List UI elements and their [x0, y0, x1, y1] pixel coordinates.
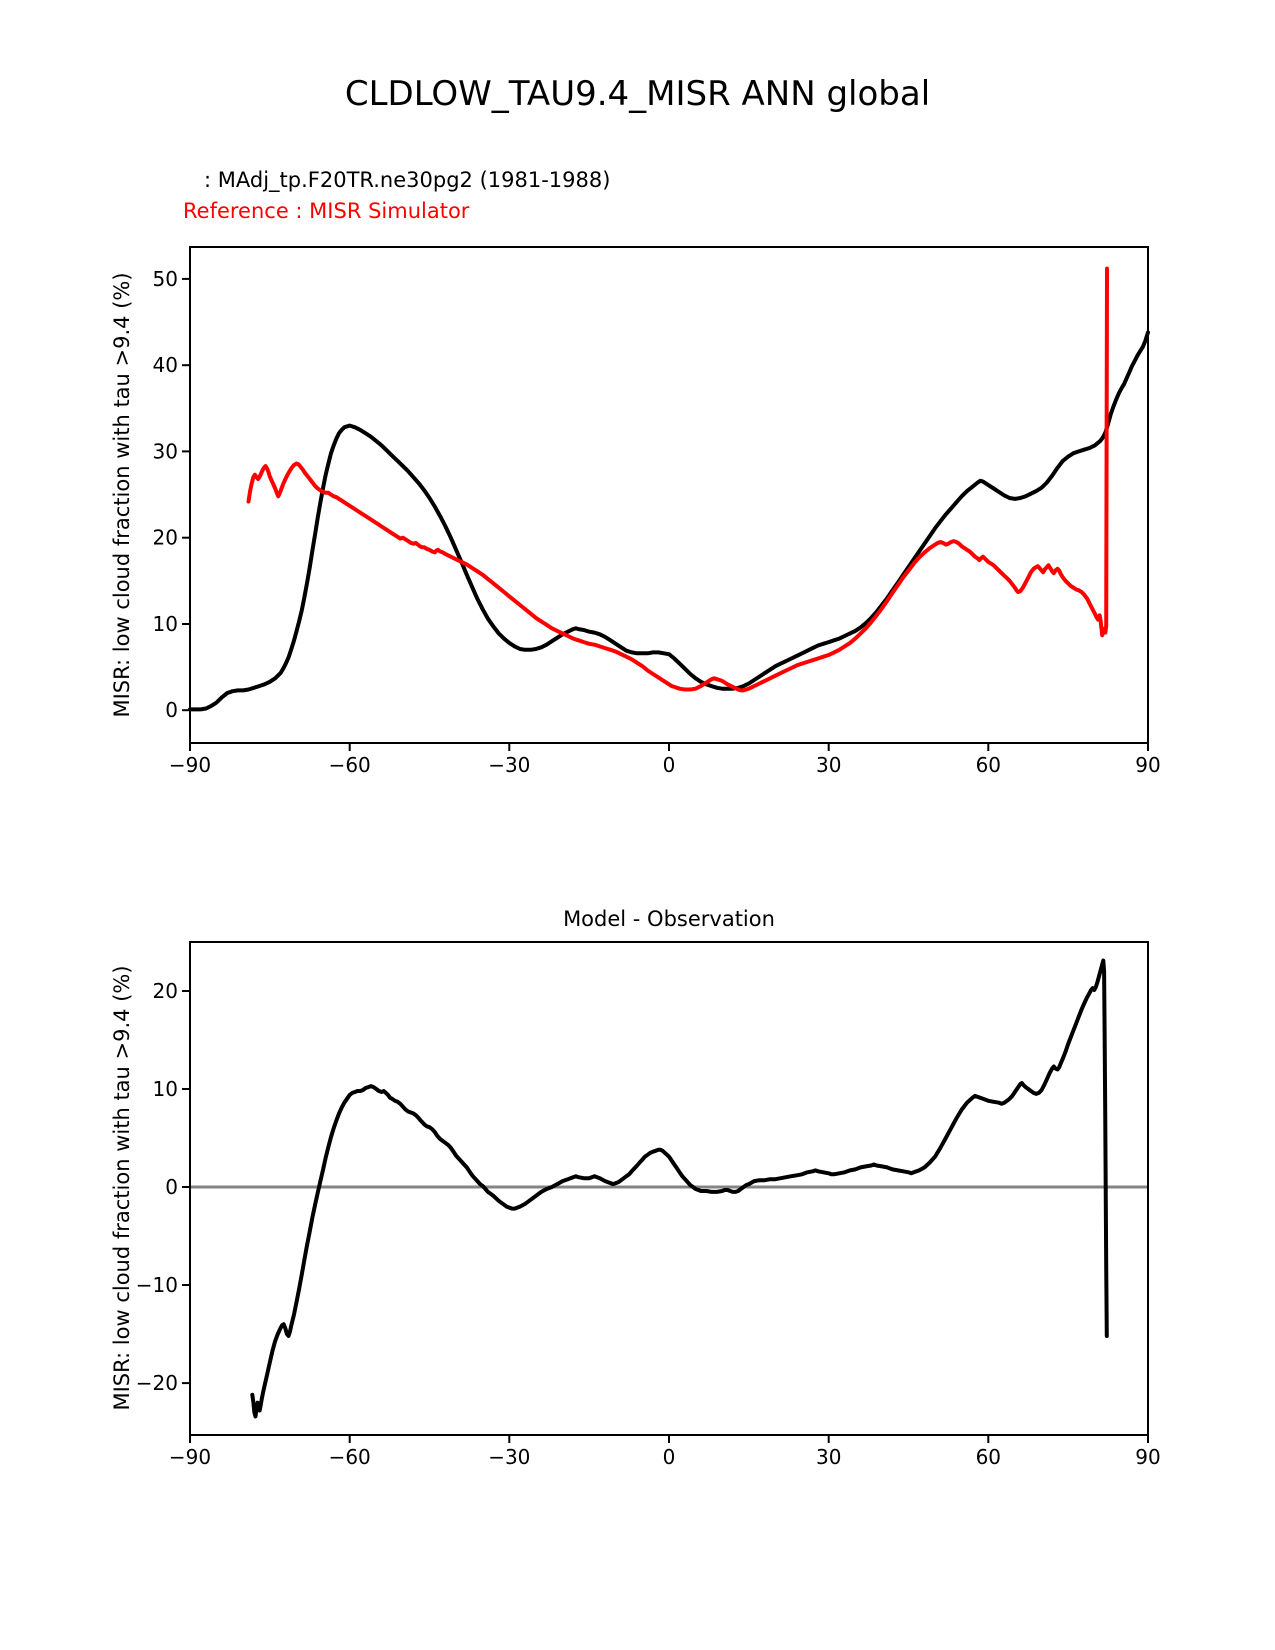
x-tick-label: 90 [1135, 753, 1161, 777]
model-run-label: : MAdj_tp.F20TR.ne30pg2 (1981-1988) [204, 168, 611, 192]
y-tick-label: 10 [152, 1077, 178, 1101]
y-tick-label: 0 [165, 698, 178, 723]
y-tick-label: −10 [135, 1273, 178, 1297]
x-tick-label: 60 [975, 1445, 1002, 1469]
reference-label: Reference : MISR Simulator [183, 199, 470, 223]
x-tick-label: −90 [168, 753, 212, 777]
y-tick-label: 20 [152, 979, 178, 1003]
y-tick-label: 30 [152, 439, 178, 464]
top-plot [152, 247, 1161, 777]
top-plot-ylabel: MISR: low cloud fraction with tau >9.4 (%) [110, 272, 134, 718]
x-tick-label: −30 [488, 1445, 531, 1469]
x-tick-label: −90 [168, 1445, 212, 1469]
page-title: CLDLOW_TAU9.4_MISR ANN global [344, 74, 931, 114]
y-tick-label: 10 [152, 612, 178, 636]
bottom-plot [135, 942, 1161, 1469]
x-tick-label: 30 [815, 1445, 842, 1469]
x-tick-label: 30 [815, 753, 842, 777]
reference-line [249, 269, 1108, 691]
bottom-plot-title: Model - Observation [563, 907, 775, 931]
x-tick-label: −60 [328, 1445, 371, 1469]
y-tick-label: 50 [152, 266, 178, 291]
y-tick-label: 40 [152, 353, 178, 378]
model-line [190, 332, 1148, 709]
x-tick-label: 0 [662, 1445, 676, 1469]
x-tick-label: 0 [662, 753, 676, 777]
x-tick-label: −30 [488, 753, 531, 777]
y-tick-label: 20 [152, 525, 178, 550]
x-tick-label: 60 [975, 753, 1002, 777]
x-tick-label: −60 [328, 753, 371, 777]
y-tick-label: −20 [135, 1371, 178, 1396]
x-tick-label: 90 [1135, 1445, 1161, 1469]
y-tick-label: 0 [165, 1175, 178, 1199]
bottom-plot-ylabel: MISR: low cloud fraction with tau >9.4 (%) [110, 965, 134, 1411]
